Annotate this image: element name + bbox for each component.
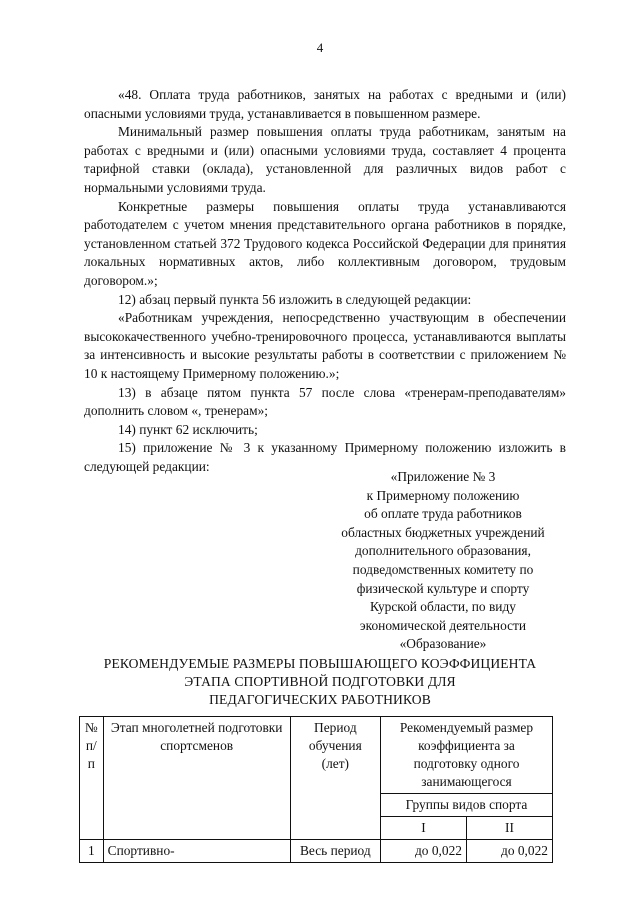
paragraph-item-13: 13) в абзаце пятом пункта 57 после слова «тренерам-преподавателям» дополнить словом «, тренерам»; — [84, 384, 566, 419]
header-period: Период обучения (лет) — [290, 717, 380, 840]
table-title-line: РЕКОМЕНДУЕМЫЕ РАЗМЕРЫ ПОВЫШАЮЩЕГО КОЭФФИЦИЕНТА — [103, 656, 537, 671]
body-text — [84, 86, 566, 476]
row-stage: Спортивно- — [103, 840, 290, 863]
header-num: № п/п — [80, 717, 104, 840]
page-number: 4 — [316, 40, 324, 55]
row-group-2: до 0,022 — [466, 840, 552, 863]
header-group-2: II — [466, 817, 552, 840]
coefficient-table — [79, 716, 553, 863]
row-num: 1 — [80, 840, 104, 863]
appendix-note-line: «Приложение № 3 — [390, 469, 496, 484]
table-title — [60, 655, 580, 709]
paragraph-item-56-text: «Работникам учреждения, непосредственно участвующим в обеспечении высококачественного учебно-тренировочного процесса, устанавливаются выплаты за интенсивность и высокие результаты работы в соответствии с приложением № 10 к настоящему Примерному положению.»; — [84, 310, 566, 381]
appendix-note-line: об оплате труда работников — [364, 506, 522, 522]
appendix-note-line: «Образование» — [399, 636, 487, 652]
appendix-note-line: подведомственных комитету по — [352, 561, 534, 577]
row-period: Весь период — [290, 840, 380, 863]
table-title-line: ПЕДАГОГИЧЕСКИХ РАБОТНИКОВ — [209, 692, 431, 707]
paragraph-minimum-raise: Минимальный размер повышения оплаты труда работникам, занятым на работах с вредными и (или) опасными условиями труда, составляет 4 процента тарифной ставки (оклада), установленной для различных видов работ с нормальными условиями труда. — [84, 124, 566, 195]
appendix-note-line: дополнительного образования, — [355, 543, 531, 559]
appendix-note-line: экономической деятельности — [359, 617, 527, 633]
header-coefficient: Рекомендуемый размер коэффициента за подготовку одного занимающегося — [380, 717, 552, 794]
header-stage: Этап многолетней подготовки спортсменов — [103, 717, 290, 840]
header-sport-groups: Группы видов спорта — [380, 794, 552, 817]
appendix-note — [318, 468, 568, 654]
paragraph-item-15: 15) приложение № 3 к указанному Примерному положению изложить в следующей редакции: — [84, 440, 566, 474]
appendix-note-line: к Примерному положению — [366, 487, 520, 503]
appendix-note-line: областных бюджетных учреждений — [341, 524, 545, 540]
table-row — [80, 840, 553, 863]
header-group-1: I — [380, 817, 466, 840]
appendix-note-line: Курской области, по виду — [370, 599, 516, 615]
paragraph-item-14: 14) пункт 62 исключить; — [118, 421, 258, 437]
table-title-line: ЭТАПА СПОРТИВНОЙ ПОДГОТОВКИ ДЛЯ — [184, 674, 456, 689]
paragraph-item-12: 12) абзац первый пункта 56 изложить в следующей редакции: — [118, 291, 472, 307]
appendix-note-line: физической культуре и спорту — [356, 580, 530, 596]
paragraph-specific-raise: Конкретные размеры повышения оплаты труда устанавливаются работодателем с учетом мнения представительного органа работников в порядке, установленном статьей 372 Трудового кодекса Российской Федерации для принятия локальных нормативных актов, либо коллективным договором, трудовым договором.»; — [84, 198, 566, 288]
paragraph-48: «48. Оплата труда работников, занятых на работах с вредными и (или) опасными условиями труда, устанавливается в повышенном размере. — [84, 87, 566, 121]
row-group-1: до 0,022 — [380, 840, 466, 863]
